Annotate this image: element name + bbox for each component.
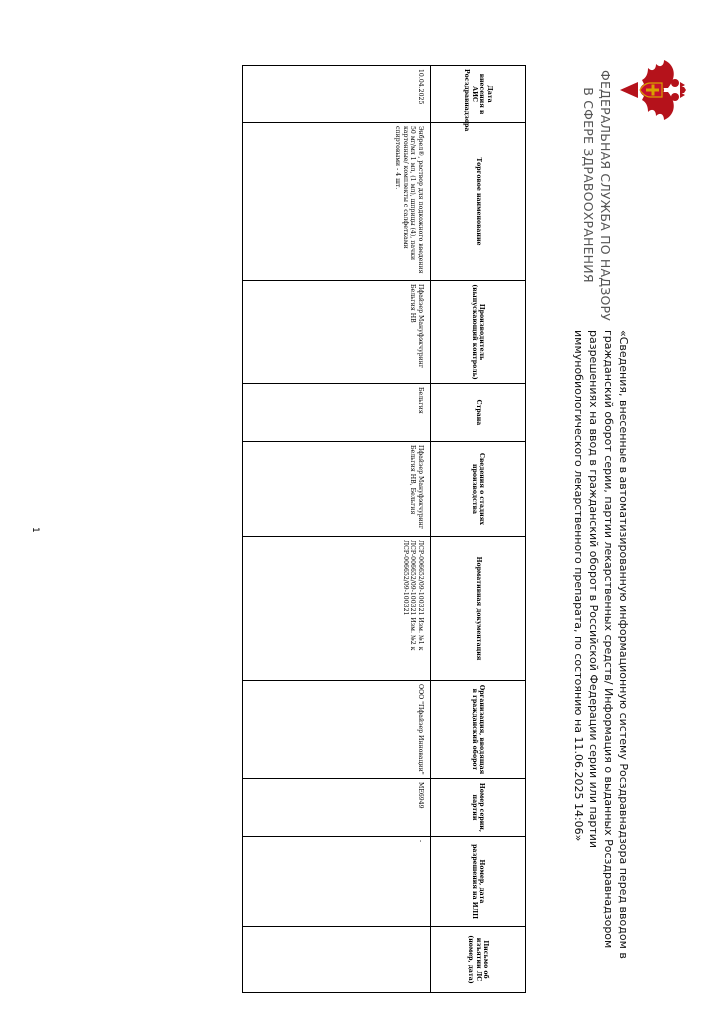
cell-manufacturer: Пфайзер Мануфэкчуринг Бельгия НВ (243, 281, 431, 384)
page-number: 1 (30, 527, 40, 533)
cell-production-stages: Пфайзер Мануфэкчуринг Бельгия НВ, Бельгия (243, 442, 431, 537)
cell-organization: ООО "Пфайзер Инновации" (243, 681, 431, 779)
header-batch-number: Номер серии, партии (431, 779, 526, 837)
cell-date: 10.04.2025 (243, 66, 431, 123)
header-production-stages: Сведения о стадиях производства (431, 442, 526, 537)
cell-trade-name: Энбрел®, раствор для подкожного введения 50 мг/мл 1 мл, (1 мл), шприцы (4), пачки картонные/ комплекты с салфетками спиртовыми - 4 шт. (243, 123, 431, 281)
table-header-row (431, 66, 526, 993)
cell-withdrawal-letter (243, 927, 431, 993)
header-permit: Номер, дата разрешения на ИЛП (431, 837, 526, 927)
header-normative-docs: Нормативная документация (431, 537, 526, 681)
header-country: Страна (431, 384, 526, 442)
header-withdrawal-letter: Письмо об изъятии ЛС (номер, дата) (431, 927, 526, 993)
agency-name-line2: В СФЕРЕ ЗДРАВООХРАНЕНИЯ (581, 87, 596, 283)
table-row (243, 66, 431, 993)
agency-name (580, 70, 614, 322)
header-organization: Организация, вводящая в гражданский оборот (431, 681, 526, 779)
double-headed-eagle-emblem (618, 58, 686, 122)
header-date: Дата внесения в АИС Росздравнадзора (431, 66, 526, 123)
cell-country: Бельгия (243, 384, 431, 442)
header-manufacturer: Производитель (выпускающий контроль) (431, 281, 526, 384)
cell-batch-number: ME6949 (243, 779, 431, 837)
document-heading: «Сведения, внесенные в автоматизированную информационную систему Росздравнадзора перед вводом в гражданский оборот серии, партии лекарственных средств/ Информация о выданных Росздравнадзором разрешениях на ввод в гражданский оборот в Российской Федерации серии или партии иммунобиологического лекарственного препарата, по состоянию на 11.06.2025 14:06» (572, 330, 630, 959)
cell-permit: - (243, 837, 431, 927)
header-trade-name: Торговое наименование (431, 123, 526, 281)
batch-info-table (242, 65, 526, 993)
cell-normative-docs: ЛСР-006652/09-100321 Изм. №1 к ЛСР-006652/09-100321 Изм. №2 к ЛСР-006652/09-100321 (243, 537, 431, 681)
agency-name-line1: ФЕДЕРАЛЬНАЯ СЛУЖБА ПО НАДЗОРУ (598, 70, 613, 322)
